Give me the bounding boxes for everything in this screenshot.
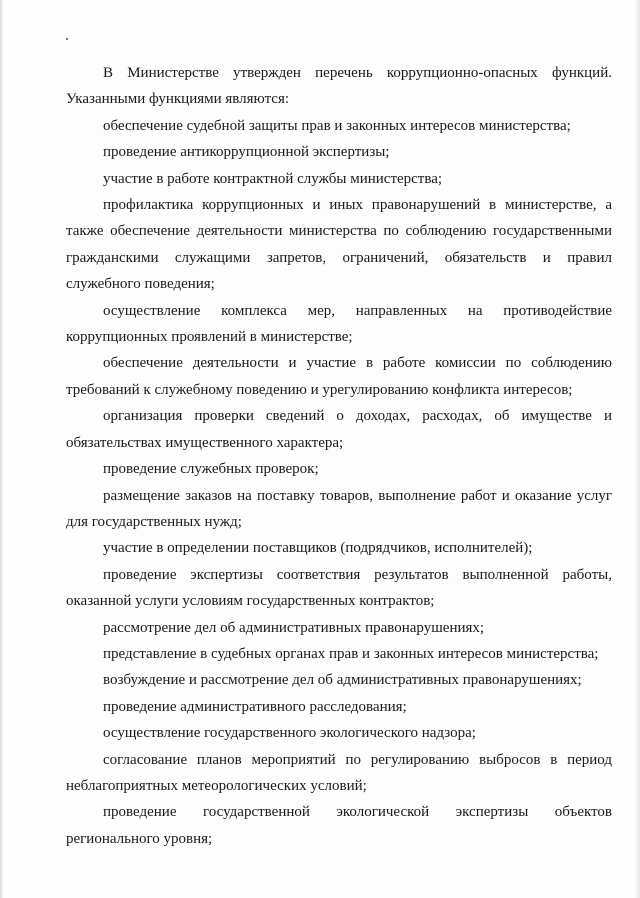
scan-edge-left — [0, 0, 3, 898]
list-item: проведение экспертизы соответствия результатов выполненной работы, оказанной услуги условиям государственных контрактов; — [66, 566, 612, 610]
list-item: профилактика коррупционных и иных правонарушений в министерстве, а также обеспечение деятельности министерства по соблюдению государственными гражданскими служащими запретов, ограничений, обязательств и правил служебного поведения; — [66, 197, 612, 293]
scan-speck — [66, 38, 68, 40]
list-item: проведение государственной экологической экспертизы объектов регионального уровня; — [66, 804, 612, 847]
list-item: проведение служебных проверок; — [103, 461, 319, 478]
list-item: размещение заказов на поставку товаров, выполнение работ и оказание услуг для государственных нужд; — [66, 487, 612, 530]
list-item: согласование планов мероприятий по регулированию выбросов в период неблагоприятных метеорологических условий; — [66, 751, 612, 794]
list-item: осуществление комплекса мер, направленных на противодействие коррупционных проявлений в министерстве; — [66, 302, 612, 346]
list-item: проведение административного расследования; — [103, 698, 407, 715]
list-item: проведение антикоррупционной экспертизы; — [103, 144, 390, 161]
list-item: обеспечение деятельности и участие в работе комиссии по соблюдению требований к служебному поведению и урегулированию конфликта интересов; — [66, 355, 612, 398]
list-item: рассмотрение дел об административных правонарушениях; — [103, 619, 485, 636]
scan-edge-right — [634, 0, 640, 898]
list-item: представление в судебных органах прав и законных интересов министерства; — [103, 645, 599, 662]
list-item: обеспечение судебной защиты прав и законных интересов министерства; — [103, 117, 571, 134]
list-item: участие в работе контрактной службы министерства; — [103, 170, 443, 187]
list-item: осуществление государственного экологического надзора; — [103, 725, 476, 742]
list-item: возбуждение и рассмотрение дел об административных правонарушениях; — [103, 672, 582, 689]
list-item: организация проверки сведений о доходах, расходах, об имуществе и обязательствах имущественного характера; — [66, 408, 612, 451]
document-body — [66, 60, 612, 852]
list-item: участие в определении поставщиков (подрядчиков, исполнителей); — [103, 540, 533, 557]
intro-paragraph: В Министерстве утвержден перечень коррупционно-опасных функций. Указанными функциями являются: — [66, 65, 612, 108]
